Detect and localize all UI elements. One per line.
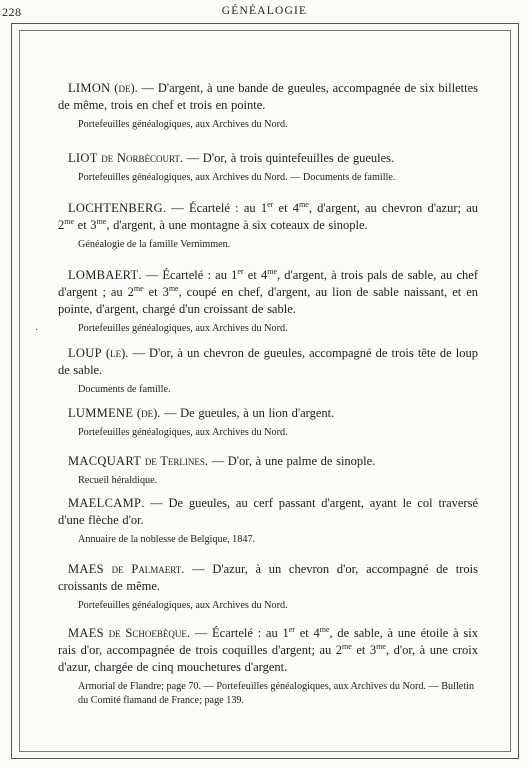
page-number: 228 <box>2 5 22 19</box>
entry-particle: de Norbécourt <box>101 151 180 165</box>
ordinal-sup: er <box>267 199 274 209</box>
entry-maes-schoebeque <box>58 625 478 708</box>
entry-source: Portefeuilles généalogiques, aux Archives du Nord. — Documents de famille. <box>78 172 396 183</box>
entry-particle: de Terlines <box>144 454 205 468</box>
ordinal-sup: me <box>64 216 75 226</box>
ordinal-sup: me <box>133 283 144 293</box>
entry-limon <box>58 80 478 132</box>
entry-name: LOUP <box>68 346 102 360</box>
entry-name: MAES <box>68 626 104 640</box>
blazon-part: et 3 <box>74 218 97 232</box>
ordinal-sup: me <box>319 624 330 634</box>
entry-lochtenberg <box>58 200 478 252</box>
entry-maelcamp <box>58 495 478 547</box>
blazon-part: , d'or, à une croix d'azur, chargée de cinq mouchetures d'argent. <box>58 643 479 674</box>
entry-name: MAELCAMP <box>68 496 142 510</box>
entry-blazon: . — D'or, à trois quintefeuilles de gueules. <box>179 151 395 165</box>
entry-blazon: . — D'azur, à un chevron d'or, accompagné de trois croissants de même. <box>58 562 479 593</box>
entry-source: Portefeuilles généalogiques, aux Archives du Nord. <box>78 427 288 438</box>
entry-blazon: . — D'argent, à une bande de gueules, accompagnée de six billettes de même, trois en chef et trois en pointe. <box>58 81 479 112</box>
ordinal-sup: me <box>376 641 386 651</box>
entry-name: LIMON <box>68 81 111 95</box>
blazon-part: et 4 <box>294 626 320 640</box>
entry-blazon: . — De gueules, au cerf passant d'argent, ayant le col traversé d'une flèche d'or. <box>58 496 478 527</box>
ordinal-sup: me <box>267 266 277 276</box>
entry-lummene <box>58 405 478 440</box>
entry-source: Annuaire de la noblesse de Belgique, 1847. <box>78 534 256 545</box>
entry-name: LUMMENE <box>68 406 134 420</box>
entry-macquart <box>58 453 478 488</box>
blazon-part: . — Écartelé : au 1 <box>186 626 289 640</box>
entry-name: LOCHTENBERG <box>68 201 163 215</box>
entry-lombaert <box>58 267 478 336</box>
ordinal-sup: me <box>299 199 309 209</box>
ordinal-sup: er <box>237 266 244 276</box>
ordinal-sup: me <box>342 641 352 651</box>
blazon-part: et 4 <box>243 268 268 282</box>
blazon-part: , d'argent, à une montagne à six coteaux de sinople. <box>106 218 368 232</box>
entry-blazon: . — D'or, à une palme de sinople. <box>204 454 376 468</box>
blazon-part: , coupé en chef, d'argent, au lion de sable naissant, et en pointe, d'argent, chargé d'un croissant de sable. <box>58 285 478 316</box>
blazon-part: et 4 <box>273 201 300 215</box>
entry-name: LOMBAERT <box>68 268 139 282</box>
entry-name: MACQUART <box>68 454 142 468</box>
entry-particle: (le) <box>105 346 126 360</box>
ordinal-sup: me <box>168 283 179 293</box>
entry-loup <box>58 345 478 397</box>
blazon-part: . — Écartelé : au 1 <box>138 268 238 282</box>
entry-source: Portefeuilles généalogiques, aux Archives du Nord. <box>78 323 288 334</box>
entry-particle: de Schoebèque <box>108 626 187 640</box>
entry-source: Portefeuilles généalogiques, aux Archives du Nord. <box>78 600 288 611</box>
entry-liot <box>58 150 478 185</box>
ordinal-sup: er <box>288 624 295 634</box>
entry-source: Recueil héraldique. <box>78 475 158 486</box>
blazon-part: , d'argent, au chevron d'azur; au 2 <box>58 201 478 232</box>
blazon-part: et 3 <box>143 285 169 299</box>
running-head: GÉNÉALOGIE <box>221 5 308 17</box>
entry-blazon: . — D'or, à un chevron de gueules, accompagné de trois tête de loup de sable. <box>58 346 479 377</box>
blazon-part: , de sable, à une étoile à six rais d'or, accompagnée de trois coquilles d'argent; au 2 <box>58 626 478 657</box>
entry-particle: de Palmaert <box>111 562 182 576</box>
entry-maes-palmaert <box>58 561 478 613</box>
entry-source: Portefeuilles généalogiques, aux Archives du Nord. <box>78 119 288 130</box>
entry-name: MAES <box>68 562 104 576</box>
entry-source: Armorial de Flandre; page 70. — Portefeuilles généalogiques, aux Archives du Nord. — Bulletin du Comité flamand de France; page 139. <box>78 681 475 706</box>
entry-particle: (de) <box>114 81 135 95</box>
entry-source: Généalogie de la famille Vernimmen. <box>78 239 231 250</box>
stray-mark: · <box>35 325 39 336</box>
ordinal-sup: me <box>96 216 107 226</box>
entry-blazon: . — De gueules, à un lion d'argent. <box>157 406 335 420</box>
entry-name: LIOT <box>68 151 98 165</box>
blazon-part: et 3 <box>351 643 377 657</box>
blazon-part: , d'argent, à trois pals de sable, au chef d'argent ; au 2 <box>58 268 478 299</box>
blazon-part: . — Écartelé : au 1 <box>162 201 268 215</box>
entry-source: Documents de famille. <box>78 384 171 395</box>
entry-particle: (de) <box>136 406 158 420</box>
